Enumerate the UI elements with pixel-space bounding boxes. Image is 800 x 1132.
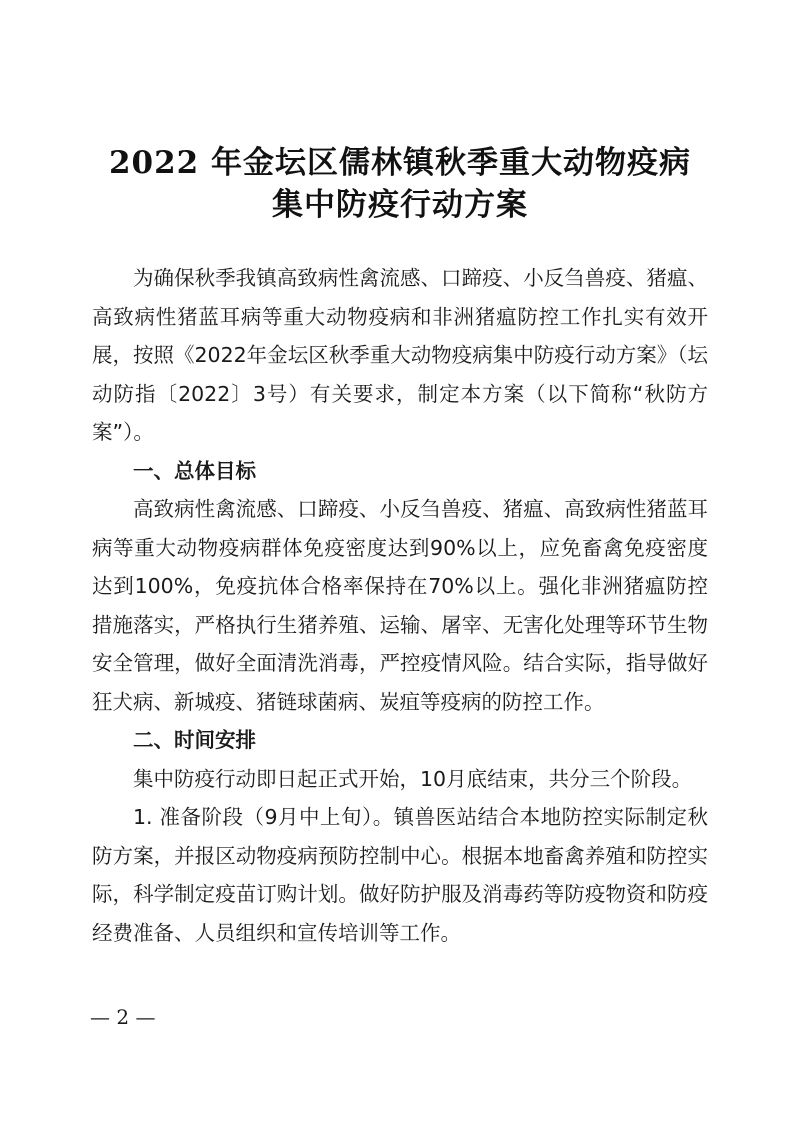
section-2-paragraph: 集中防疫行动即日起正式开始，10月底结束，共分三个阶段。 xyxy=(133,766,693,791)
page-number: — 2 — xyxy=(90,1005,156,1029)
section-heading-overall-goal: 一、总体目标 xyxy=(133,458,256,483)
section-1-paragraph: 高致病性禽流感、口蹄疫、小反刍兽疫、猪瘟、高致病性猪蓝耳病等重大动物疫病群体免疫密度达到90%以上，应免畜禽免疫密度达到100%，免疫抗体合格率保持在70%以上。强化非洲猪瘟防控措施落实，严格执行生猪养殖、运输、屠宰、无害化处理等环节生物安全管理，做好全面清洗消毒，严控疫情风险。结合实际，指导做好狂犬病、新城疫、猪链球菌病、炭疽等疫病的防控工作。 xyxy=(92,497,708,714)
document-body xyxy=(92,259,708,952)
document-title-line-2: 集中防疫行动方案 xyxy=(272,187,528,223)
section-heading-schedule: 二、时间安排 xyxy=(133,728,256,752)
intro-paragraph: 为确保秋季我镇高致病性禽流感、口蹄疫、小反刍兽疫、猪瘟、高致病性猪蓝耳病等重大动物疫病和非洲猪瘟防控工作扎实有效开展，按照《2022年金坛区秋季重大动物疫病集中防疫行动方案》（坛动防指〔2022〕3号）有关要求，制定本方案（以下简称“秋防方案”）。 xyxy=(92,266,708,444)
stage-1-paragraph: 1. 准备阶段（9月中上旬）。镇兽医站结合本地防控实际制定秋防方案，并报区动物疫病预防控制中心。根据本地畜禽养殖和防控实际，科学制定疫苗订购计划。做好防护服及消毒药等防疫物资和防疫经费准备、人员组织和宣传培训等工作。 xyxy=(92,805,708,945)
document-title-line-1: 2022 年金坛区儒林镇秋季重大动物疫病 xyxy=(108,145,692,181)
